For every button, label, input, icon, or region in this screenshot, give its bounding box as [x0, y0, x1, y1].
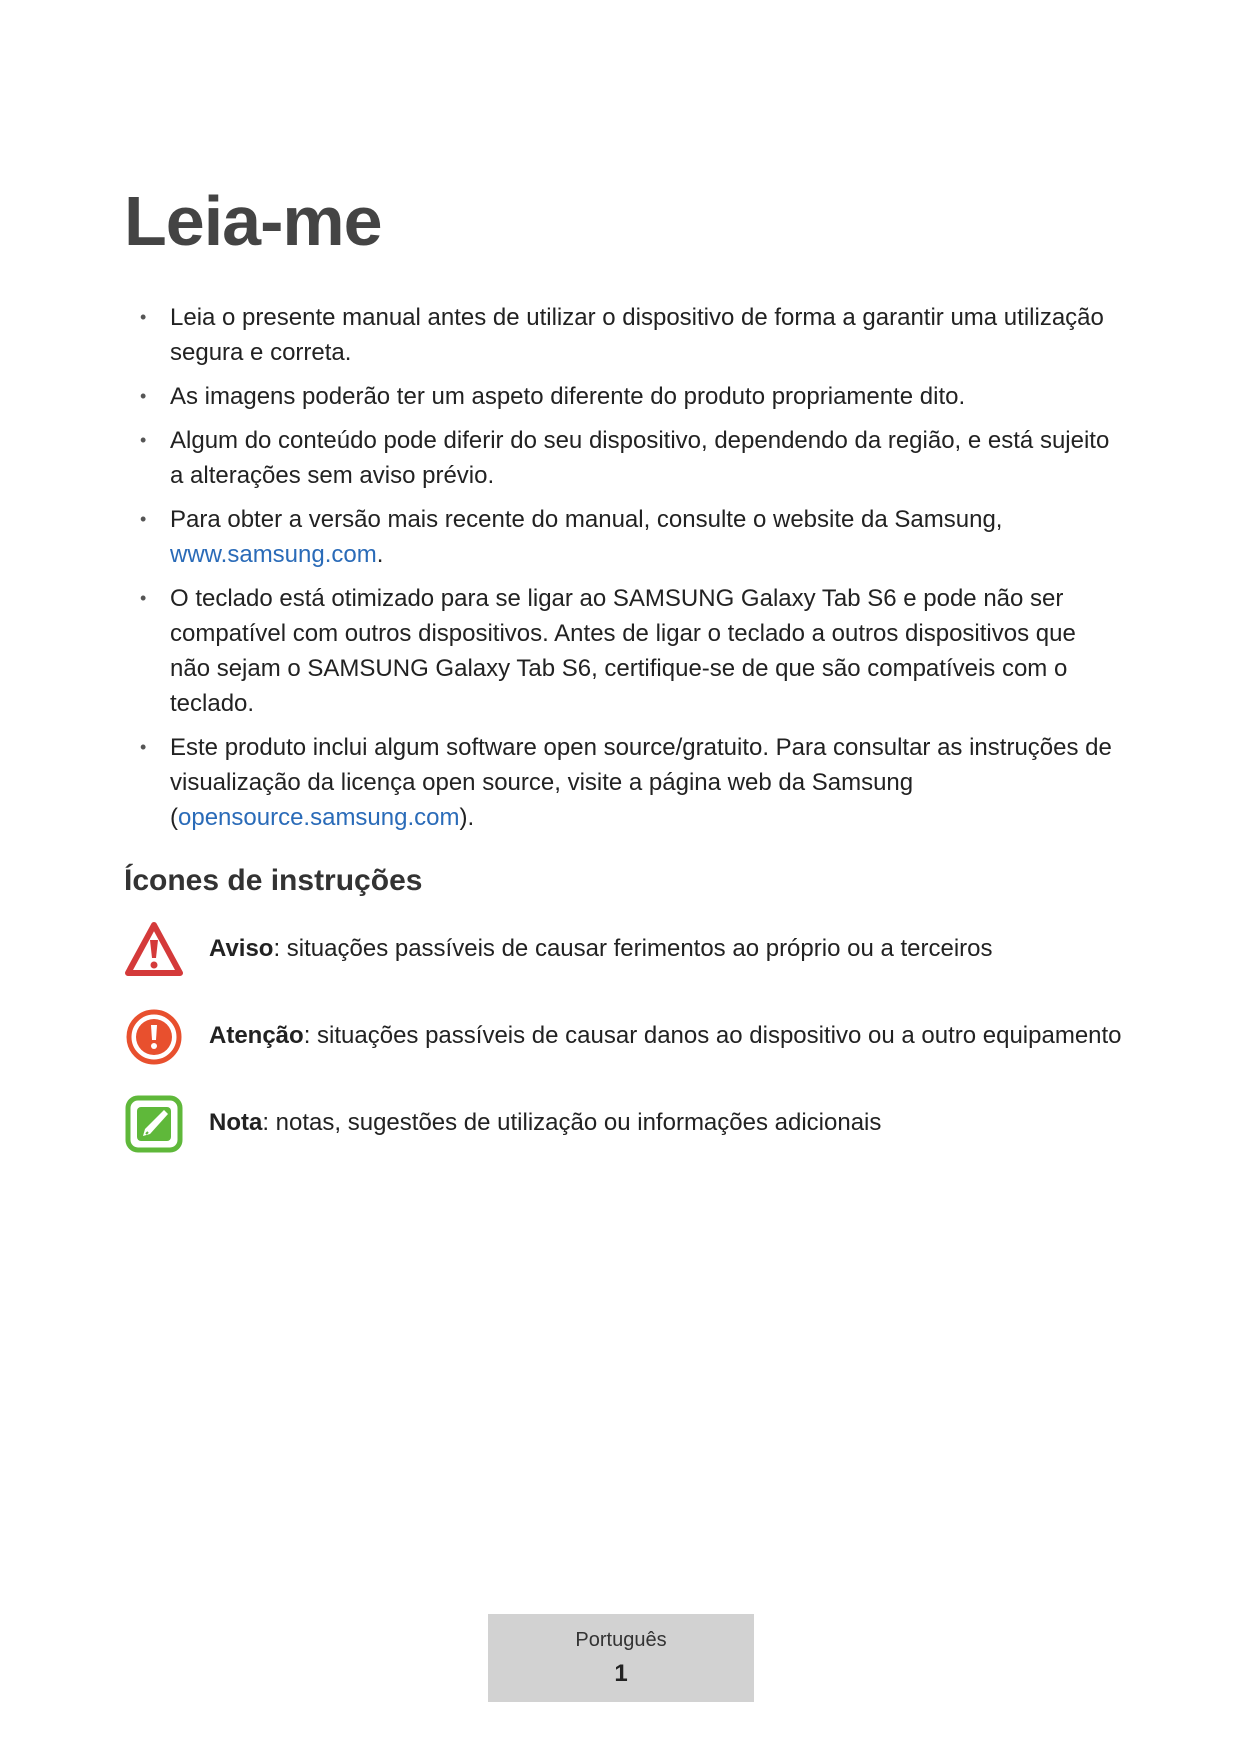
list-item	[140, 581, 1120, 721]
bullet-dot: •	[140, 737, 147, 757]
note-term: Nota	[209, 1109, 263, 1136]
list-item	[140, 730, 1120, 835]
instruction-row-warning	[124, 920, 1124, 980]
bullet-text-suffix: ).	[459, 804, 475, 831]
bullet-text: Para obter a versão mais recente do manual, consulte o website da Samsung,	[170, 506, 1003, 533]
warning-description	[209, 932, 993, 966]
bullet-dot: •	[140, 509, 147, 529]
list-item	[140, 379, 1120, 414]
footer-language: Português	[575, 1629, 667, 1651]
instruction-row-note	[124, 1094, 1124, 1154]
caution-circle-icon	[124, 1007, 184, 1067]
readme-bullet-list	[140, 300, 1120, 844]
note-text: : notas, sugestões de utilização ou informações adicionais	[262, 1109, 882, 1136]
note-description	[209, 1106, 881, 1140]
section-title: Ícones de instruções	[124, 864, 423, 897]
warning-text: : situações passíveis de causar ferimentos ao próprio ou a terceiros	[273, 935, 993, 962]
bullet-text: As imagens poderão ter um aspeto diferente do produto propriamente dito.	[170, 383, 966, 410]
bullet-text: Algum do conteúdo pode diferir do seu dispositivo, dependendo da região, e está sujeito a alterações sem aviso prévio.	[170, 427, 1110, 489]
note-pen-icon	[124, 1094, 184, 1154]
bullet-text: O teclado está otimizado para se ligar ao SAMSUNG Galaxy Tab S6 e pode não ser compatível com outros dispositivos. Antes de ligar o teclado a outros dispositivos que não sejam o SAMSUNG Galaxy Tab S6, certifique-se de que são compatíveis com o teclado.	[170, 585, 1076, 717]
bullet-text: Leia o presente manual antes de utilizar o dispositivo de forma a garantir uma utilização segura e correta.	[170, 304, 1104, 366]
warning-term: Aviso	[209, 935, 274, 962]
page-number: 1	[614, 1660, 628, 1687]
warning-triangle-icon	[124, 920, 184, 980]
caution-text: : situações passíveis de causar danos ao dispositivo ou a outro equipamento	[303, 1022, 1122, 1049]
list-item	[140, 300, 1120, 370]
list-item	[140, 423, 1120, 493]
instruction-row-caution	[124, 1007, 1124, 1067]
bullet-text-suffix: .	[376, 541, 384, 568]
list-item	[140, 502, 1120, 572]
bullet-dot: •	[140, 430, 147, 450]
caution-description	[209, 1019, 1122, 1053]
page-footer	[488, 1614, 754, 1702]
bullet-dot: •	[140, 588, 147, 608]
opensource-link[interactable]: opensource.samsung.com	[178, 804, 460, 831]
samsung-website-link[interactable]: www.samsung.com	[170, 541, 377, 568]
caution-term: Atenção	[209, 1022, 304, 1049]
bullet-dot: •	[140, 386, 147, 406]
bullet-dot: •	[140, 307, 147, 327]
bullet-text: Este produto inclui algum software open source/gratuito. Para consultar as instruções de visualização da licença open source, visite a página web da Samsung (	[170, 734, 1112, 831]
page-title: Leia-me	[124, 182, 382, 260]
